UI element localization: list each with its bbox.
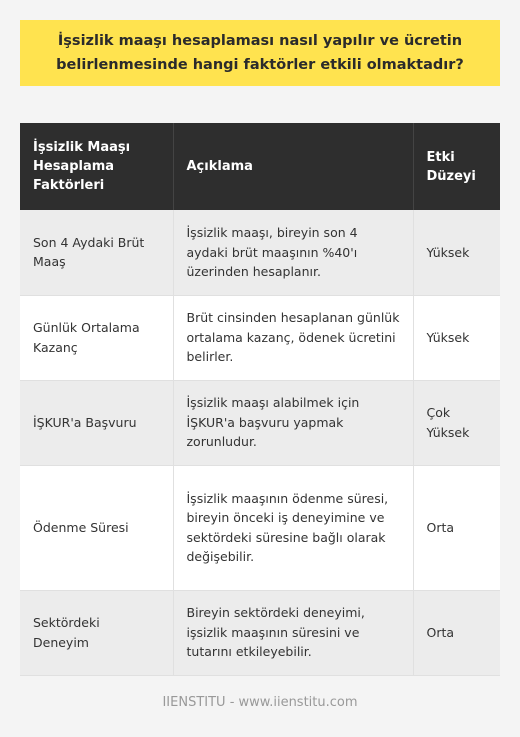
cell-impact: Yüksek xyxy=(413,210,500,295)
cell-description: İşsizlik maaşı, bireyin son 4 aydaki brüt maaşının %40'ı üzerinden hesaplanır. xyxy=(173,210,413,295)
cell-description: İşsizlik maaşının ödenme süresi, bireyin önceki iş deneyimine ve sektördeki süresine bağlı olarak değişebilir. xyxy=(173,465,413,590)
cell-factor: İŞKUR'a Başvuru xyxy=(20,380,173,465)
cell-description: Bireyin sektördeki deneyimi, işsizlik maaşının süresini ve tutarını etkileyebilir. xyxy=(173,590,413,675)
header-factor: İşsizlik Maaşı Hesaplama Faktörleri xyxy=(20,123,173,210)
cell-impact: Orta xyxy=(413,590,500,675)
table-row xyxy=(20,295,500,380)
factors-table xyxy=(20,123,500,676)
table-row xyxy=(20,590,500,675)
header-description: Açıklama xyxy=(173,123,413,210)
table-row xyxy=(20,210,500,295)
footer-credit: IIENSTITU - www.iienstitu.com xyxy=(162,695,358,710)
cell-impact: Çok Yüksek xyxy=(413,380,500,465)
cell-impact: Yüksek xyxy=(413,295,500,380)
cell-factor: Günlük Ortalama Kazanç xyxy=(20,295,173,380)
cell-factor: Ödenme Süresi xyxy=(20,465,173,590)
page-title: İşsizlik maaşı hesaplaması nasıl yapılır ve ücretin belirlenmesinde hangi faktörler etkili olmaktadır? xyxy=(56,33,464,73)
title-banner xyxy=(20,20,500,86)
cell-factor: Son 4 Aydaki Brüt Maaş xyxy=(20,210,173,295)
table-header-row xyxy=(20,123,500,210)
cell-description: İşsizlik maaşı alabilmek için İŞKUR'a başvuru yapmak zorunludur. xyxy=(173,380,413,465)
table-row xyxy=(20,380,500,465)
cell-description: Brüt cinsinden hesaplanan günlük ortalama kazanç, ödenek ücretini belirler. xyxy=(173,295,413,380)
table-row xyxy=(20,465,500,590)
cell-factor: Sektördeki Deneyim xyxy=(20,590,173,675)
header-impact: Etki Düzeyi xyxy=(413,123,500,210)
cell-impact: Orta xyxy=(413,465,500,590)
